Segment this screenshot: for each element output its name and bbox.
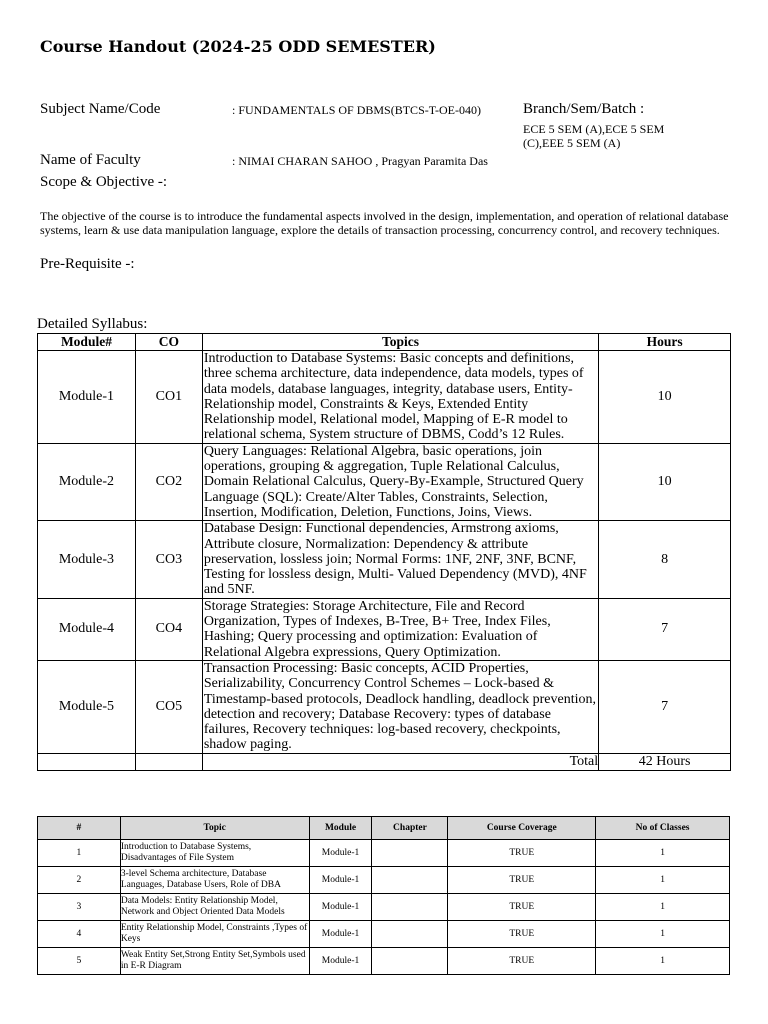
total-row [38,753,731,770]
chapter-cell [372,948,448,975]
total-value: 42 Hours [599,753,731,770]
table-row [38,521,731,598]
table-row [38,948,730,975]
header-chapter: Chapter [372,817,448,840]
co-cell: CO2 [135,443,202,520]
header-co: CO [135,334,202,351]
syllabus-table [37,333,731,771]
co-cell: CO1 [135,351,202,444]
module-cell: Module-1 [38,351,136,444]
header-module: Module# [38,334,136,351]
header-module: Module [309,817,372,840]
table-row [38,660,731,753]
subject-value: : FUNDAMENTALS OF DBMS(BTCS-T-OE-040) [232,103,481,117]
classes-cell: 1 [596,948,730,975]
scope-label: Scope & Objective -: [40,174,168,190]
chapter-cell [372,867,448,894]
module-cell: Module-1 [309,840,372,867]
module-cell: Module-2 [38,443,136,520]
classes-cell: 1 [596,894,730,921]
number-cell: 1 [38,840,121,867]
syllabus-header-row [38,334,731,351]
lesson-plan-table [37,816,730,975]
topics-cell: Transaction Processing: Basic concepts, ACID Properties, Serializability, Concurrency Control Schemes – Lock-based & Timestamp-based protocols, Deadlock handling, deadlock prevention, detection and recovery; Database Recovery: types of database failures, Recovery techniques: log-based recovery, checkpoints, shadow paging. [202,660,598,753]
header-topic: Topic [120,817,309,840]
coverage-cell: TRUE [448,867,596,894]
header-number: # [38,817,121,840]
module-cell: Module-4 [38,598,136,660]
hours-cell: 7 [599,660,731,753]
chapter-cell [372,840,448,867]
document-title: Course Handout (2024-25 ODD SEMESTER) [40,37,436,56]
empty-cell [135,753,202,770]
module-cell: Module-1 [309,894,372,921]
table-row [38,867,730,894]
table-row [38,921,730,948]
module-cell: Module-1 [309,948,372,975]
header-topics: Topics [202,334,598,351]
module-cell: Module-1 [309,867,372,894]
module-cell: Module-1 [309,921,372,948]
co-cell: CO4 [135,598,202,660]
table-row [38,598,731,660]
table-row [38,894,730,921]
classes-cell: 1 [596,921,730,948]
syllabus-label: Detailed Syllabus: [37,316,148,332]
topic-cell: Data Models: Entity Relationship Model, Network and Object Oriented Data Models [120,894,309,921]
header-classes: No of Classes [596,817,730,840]
classes-cell: 1 [596,867,730,894]
topic-cell: Introduction to Database Systems, Disadvantages of File System [120,840,309,867]
faculty-value: : NIMAI CHARAN SAHOO , Pragyan Paramita Das [232,154,488,168]
header-hours: Hours [599,334,731,351]
module-cell: Module-3 [38,521,136,598]
coverage-cell: TRUE [448,921,596,948]
empty-cell [38,753,136,770]
co-cell: CO5 [135,660,202,753]
table-row [38,443,731,520]
module-cell: Module-5 [38,660,136,753]
number-cell: 5 [38,948,121,975]
coverage-cell: TRUE [448,894,596,921]
number-cell: 4 [38,921,121,948]
hours-cell: 8 [599,521,731,598]
number-cell: 2 [38,867,121,894]
plan-header-row [38,817,730,840]
co-cell: CO3 [135,521,202,598]
table-row [38,840,730,867]
faculty-label: Name of Faculty [40,152,141,168]
coverage-cell: TRUE [448,840,596,867]
topic-cell: Entity Relationship Model, Constraints ,Types of Keys [120,921,309,948]
topic-cell: Weak Entity Set,Strong Entity Set,Symbols used in E-R Diagram [120,948,309,975]
chapter-cell [372,921,448,948]
hours-cell: 7 [599,598,731,660]
prerequisite-label: Pre-Requisite -: [40,256,135,272]
chapter-cell [372,894,448,921]
classes-cell: 1 [596,840,730,867]
total-label: Total [202,753,598,770]
branch-label: Branch/Sem/Batch : [523,101,645,117]
hours-cell: 10 [599,351,731,444]
topic-cell: 3-level Schema architecture, Database Languages, Database Users, Role of DBA [120,867,309,894]
scope-text: The objective of the course is to introduce the fundamental aspects involved in the design, implementation, and operation of relational database systems, learn & use data manipulation language, explore the details of transaction processing, concurrency control, and recovery techniques. [40,209,729,237]
hours-cell: 10 [599,443,731,520]
table-row [38,351,731,444]
topics-cell: Query Languages: Relational Algebra, basic operations, join operations, grouping & aggregation, Tuple Relational Calculus, Domain Relational Calculus, Query-By-Example, Structured Query Language (SQL): Create/Alter Tables, Constraints, Selection, Insertion, Modification, Deletion, Functions, Joins, Views. [202,443,598,520]
branch-value: ECE 5 SEM (A),ECE 5 SEM (C),EEE 5 SEM (A) [523,122,665,150]
number-cell: 3 [38,894,121,921]
topics-cell: Introduction to Database Systems: Basic concepts and definitions, three schema architecture, data independence, data models, types of data models, database languages, integrity, database users, Entity-Relationship model, Constraints & Keys, Extended Entity Relationship model, Relational model, Mapping of E-R model to relational schema, System structure of DBMS, Codd’s 12 Rules. [202,351,598,444]
topics-cell: Database Design: Functional dependencies, Armstrong axioms, Attribute closure, Normalization: Dependency & attribute preservation, lossless join; Normal Forms: 1NF, 2NF, 3NF, BCNF, Testing for lossless design, Multi- Valued Dependency (MVD), 4NF and 5NF. [202,521,598,598]
coverage-cell: TRUE [448,948,596,975]
subject-label: Subject Name/Code [40,101,161,117]
topics-cell: Storage Strategies: Storage Architecture, File and Record Organization, Types of Indexes, B-Tree, B+ Tree, Index Files, Hashing; Query processing and optimization: Evaluation of Relational Algebra expressions, Query Optimization. [202,598,598,660]
header-coverage: Course Coverage [448,817,596,840]
